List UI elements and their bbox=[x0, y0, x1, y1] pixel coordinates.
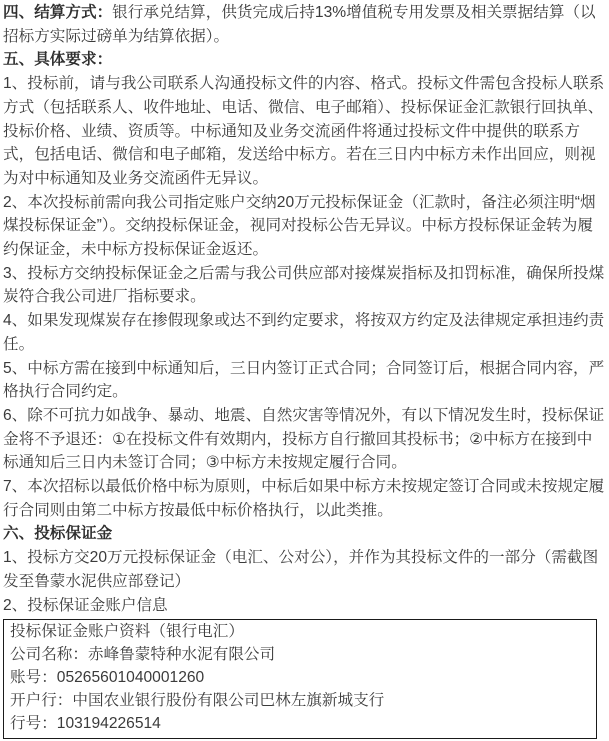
section5-item-5: 5、中标方需在接到中标通知后，三日内签订正式合同；合同签订后，根据合同内容，严格执行合同约定。 bbox=[3, 359, 605, 401]
section4-body: 银行承兑结算，供货完成后持13%增值税专用发票及相关票据结算（以招标方实际过磅单为结算依据）。 bbox=[3, 4, 596, 45]
account-box-title: 投标保证金账户资料（银行电汇） bbox=[10, 623, 244, 641]
section6-heading: 六、投标保证金 bbox=[3, 525, 113, 543]
section5-item-2: 2、本次投标前需向我公司指定账户交纳20万元投标保证金（汇款时，备注必须注明“烟煤投标保证金”）。交纳投标保证金，视同对投标公告无异议。中标方投标保证金转为履约保证金，未中标方投标保证金返还。 bbox=[3, 193, 596, 259]
section5-item-4: 4、如果发现煤炭存在掺假现象或达不到约定要求，将按双方约定及法律规定承担违约责任。 bbox=[3, 312, 605, 353]
section5-item-7: 7、本次招标以最低价格中标为原则，中标后如果中标方未按规定签订合同或未按规定履行合同则由第二中标方按最低中标价格执行，以此类推。 bbox=[3, 478, 605, 519]
section5-item-6: 6、除不可抗力如战争、暴动、地震、自然灾害等情况外，有以下情况发生时，投标保证金将不予退还：①在投标文件有效期内，投标方自行撤回其投标书；②中标方在接到中标通知后三日内未签订合同；③中标方未按规定履行合同。 bbox=[3, 406, 605, 472]
account-company-name: 公司名称：赤峰鲁蒙特种水泥有限公司 bbox=[10, 646, 276, 664]
section5-item-1: 1、投标前，请与我公司联系人沟通投标文件的内容、格式。投标文件需包含投标人联系方式（包括联系人、收件地址、电话、微信、电子邮箱）、投标保证金汇款银行回执单、投标价格、业绩、资质等。中标通知及业务交流函件将通过投标文件中提供的联系方式，包括电话、微信和电子邮箱，发送给中标方。若在三日内中标方未作出回应，则视为对中标通知及业务交流函件无异议。 bbox=[3, 75, 605, 187]
deposit-account-box bbox=[3, 619, 597, 739]
section5-item-3: 3、投标方交纳投标保证金之后需与我公司供应部对接煤炭指标及扣罚标准，确保所投煤炭符合我公司进厂指标要求。 bbox=[3, 264, 605, 306]
section4-paragraph bbox=[3, 1, 605, 48]
section6-item-1: 1、投标方交20万元投标保证金（电汇、公对公），并作为其投标文件的一部分（需截图发至鲁蒙水泥供应部登记） bbox=[3, 549, 599, 590]
account-bank-code: 行号：103194226514 bbox=[10, 714, 161, 732]
section6-item-2: 2、投标保证金账户信息 bbox=[3, 596, 168, 614]
section5-heading: 五、具体要求： bbox=[3, 51, 113, 69]
account-number: 账号：05265601040001260 bbox=[10, 669, 205, 687]
account-bank-name: 开户行：中国农业银行股份有限公司巴林左旗新城支行 bbox=[10, 692, 385, 709]
section4-heading: 四、结算方式： bbox=[3, 4, 113, 21]
